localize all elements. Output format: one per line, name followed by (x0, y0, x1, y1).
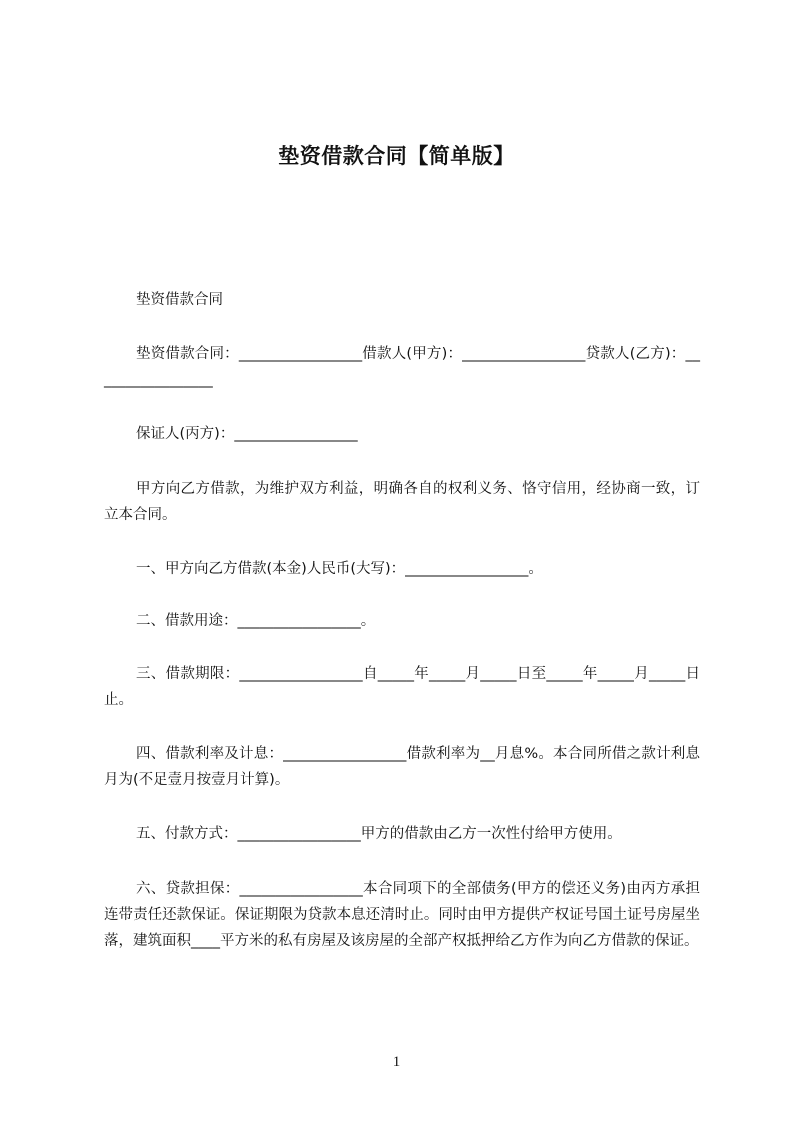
paragraph-clause-1: 一、甲方向乙方借款(本金)人民币(大写)：_________________。 (136, 561, 543, 577)
page-number: 1 (392, 1054, 401, 1070)
paragraph-clause-2: 二、借款用途：_________________。 (136, 613, 376, 629)
paragraph-guarantor: 保证人(丙方)：_________________ (136, 426, 358, 442)
paragraph-heading: 垫资借款合同 (136, 292, 223, 308)
paragraph-clause-5: 五、付款方式：_________________甲方的借款由乙方一次性付给甲方使用。 (136, 826, 622, 842)
paragraph-clause-4: 四、借款利率及计息：_________________借款利率为__月息%。本合同所借之款计利息月为(不足壹月按壹月计算)。 (104, 746, 700, 788)
paragraph-clause-3: 三、借款期限：_________________自_____年_____月_____日至_____年_____月_____日止。 (104, 666, 700, 708)
paragraph-parties: 垫资借款合同：_________________借款人(甲方)：_________________贷款人(乙方)：_________________ (104, 346, 700, 388)
paragraph-preamble: 甲方向乙方借款，为维护双方利益，明确各自的权利义务、恪守信用，经协商一致，订立本合同。 (104, 481, 700, 523)
paragraph-clause-6: 六、贷款担保：_________________本合同项下的全部债务(甲方的偿还义务)由丙方承担连带责任还款保证。保证期限为贷款本息还清时止。同时由甲方提供产权证号国土证号房屋坐落，建筑面积____平方米的私有房屋及该房屋的全部产权抵押给乙方作为向乙方借款的保证。 (104, 881, 700, 949)
document-title: 垫资借款合同【简单版】 (278, 144, 515, 168)
